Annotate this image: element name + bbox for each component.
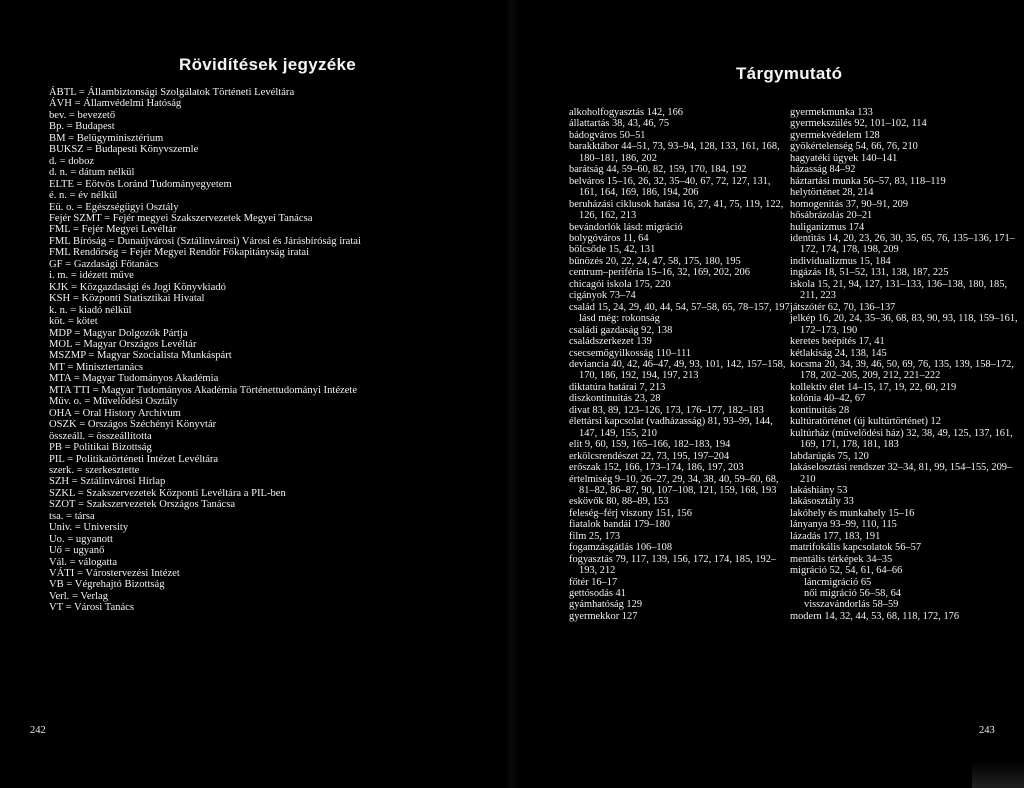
abbreviation-list (49, 87, 509, 614)
abbreviation-entry: Univ. = University (49, 522, 129, 534)
abbreviation-entry: é. n. = év nélkül (49, 190, 118, 202)
abbreviation-entry: PB = Politikai Bizottság (49, 442, 152, 454)
abbreviation-entry: PIL = Politikatörténeti Intézet Levéltára (49, 453, 219, 465)
index-entry: női migráció 56–58, 64 (804, 588, 901, 600)
page-number-left: 242 (30, 725, 46, 736)
index-entry: alkoholfogyasztás 142, 166 (569, 107, 683, 118)
index-entry: fogyasztás 79, 117, 139, 156, 172, 174, 185, 192–193, 212 (569, 553, 777, 577)
index-entry: film 25, 173 (569, 530, 621, 542)
index-entry: jelkép 16, 20, 24, 35–36, 68, 83, 90, 93, 118, 159–161, 172–173, 190 (790, 313, 1018, 336)
index-entry: házasság 84–92 (790, 164, 856, 176)
abbreviation-entry: d. n. = dátum nélkül (49, 167, 135, 179)
index-entry: divat 83, 89, 123–126, 173, 176–177, 182–183 (569, 404, 764, 416)
abbreviation-entry: MOL = Magyar Országos Levéltár (49, 338, 197, 350)
abbreviation-entry: FML Bíróság = Dunaújvárosi (Sztálinvárosi) Városi és Járásbíróság iratai (49, 235, 361, 247)
abbreviation-entry: szerk. = szerkesztette (49, 464, 140, 476)
index-entry: migráció 52, 54, 61, 64–66 (790, 565, 903, 577)
index-entry: modern 14, 32, 44, 53, 68, 118, 172, 176 (790, 610, 960, 622)
index-entry: lányanya 93–99, 110, 115 (790, 519, 897, 531)
index-entry: erkölcsrendészet 22, 73, 195, 197–204 (569, 450, 730, 462)
index-entry: cigányok 73–74 (569, 290, 636, 302)
index-entry: kollektív élet 14–15, 17, 19, 22, 60, 219 (790, 381, 957, 393)
index-entry: homogenitás 37, 90–91, 209 (790, 198, 909, 210)
index-entry: állattartás 38, 43, 46, 75 (569, 118, 670, 130)
index-entry: főtér 16–17 (569, 576, 618, 588)
index-entry: bolygóváros 11, 64 (569, 232, 649, 244)
index-entry: lakáshiány 53 (790, 484, 848, 496)
index-entry: matrifokális kapcsolatok 56–57 (790, 542, 922, 554)
index-entry: gyámhatóság 129 (569, 599, 643, 611)
abbreviation-entry: MSZMP = Magyar Szocialista Munkáspárt (49, 350, 232, 362)
index-entry: csecsemőgyilkosság 110–111 (569, 347, 692, 359)
index-entry: centrum–periféria 15–16, 32, 169, 202, 206 (569, 267, 750, 279)
index-entry: diszkontinuitás 23, 28 (569, 393, 661, 405)
index-entry: bölcsőde 15, 42, 131 (569, 244, 656, 256)
index-entry: mentális térképek 34–35 (790, 553, 893, 565)
index-entry: ingázás 18, 51–52, 131, 138, 187, 225 (790, 267, 949, 279)
index-entry: labdarúgás 75, 120 (790, 450, 869, 462)
abbreviation-entry: ELTE = Eötvös Loránd Tudományegyetem (49, 178, 232, 190)
abbreviation-entry: Uő = ugyanő (49, 545, 105, 557)
index-entry: gyermekmunka 133 (790, 107, 873, 118)
abbreviation-entry: bev. = bevezető (49, 109, 116, 121)
abbreviation-entry: KSH = Központi Statisztikai Hivatal (49, 293, 205, 305)
abbreviation-entry: összeáll. = összeállította (49, 430, 152, 442)
abbreviation-entry: OHA = Oral History Archívum (49, 407, 181, 419)
index-entry: bevándorlók lásd: migráció (569, 221, 683, 233)
index-entry: gyermekkor 127 (569, 610, 638, 622)
abbreviation-entry: KJK = Közgazdasági és Jogi Könyvkiadó (49, 281, 226, 293)
abbreviation-entry: d. = doboz (49, 155, 95, 167)
page-corner-shadow (972, 762, 1024, 788)
abbreviation-entry: FML Rendőrség = Fejér Megyei Rendőr Főkapitányság iratai (49, 247, 310, 259)
index-entry: élettársi kapcsolat (vadházasság) 81, 93–99, 144, 147, 149, 155, 210 (569, 416, 773, 439)
index-entry: elit 9, 60, 159, 165–166, 182–183, 194 (569, 439, 731, 451)
index-entry: erőszak 152, 166, 173–174, 186, 197, 203 (569, 462, 744, 474)
abbreviation-entry: köt. = kötet (49, 316, 98, 328)
index-entry: barátság 44, 59–60, 82, 159, 170, 184, 192 (569, 164, 747, 176)
page-number-right: 243 (979, 725, 995, 736)
index-entry: feleség–férj viszony 151, 156 (569, 507, 692, 519)
abbreviation-entry: tsa. = társa (49, 510, 95, 522)
index-entry: családszerkezet 139 (569, 336, 652, 348)
abbreviation-entry: Uo. = ugyanott (49, 533, 113, 545)
abbreviation-entry: SZKL = Szakszervezetek Központi Levéltára a PIL-ben (49, 487, 286, 499)
index-entry: identitás 14, 20, 23, 26, 30, 35, 65, 76, 135–136, 171–172, 174, 178, 198, 209 (790, 232, 1015, 256)
abbreviation-entry: MDP = Magyar Dolgozók Pártja (49, 327, 188, 339)
abbreviation-entry: VT = Városi Tanács (49, 602, 134, 614)
abbreviation-entry: MTA = Magyar Tudományos Akadémia (49, 373, 219, 385)
abbreviation-entry: MT = Minisztertanács (49, 361, 144, 373)
index-entry: kultúratörténet (új kultúrtörténet) 12 (790, 416, 941, 428)
abbreviation-entry: i. m. = idézett műve (49, 270, 134, 282)
right-page (512, 0, 1024, 788)
index-entry: lázadás 177, 183, 191 (790, 530, 881, 542)
index-entry: kontinuitás 28 (790, 404, 850, 416)
index-entry: fiatalok bandái 179–180 (569, 519, 670, 531)
index-entry: huliganizmus 174 (790, 221, 865, 233)
index-entry: háztartási munka 56–57, 83, 118–119 (790, 175, 946, 187)
abbreviation-entry: Műv. o. = Művelődési Osztály (49, 396, 178, 408)
abbreviation-entry: BUKSZ = Budapesti Könyvszemle (49, 144, 199, 156)
index-entry: barakktábor 44–51, 73, 93–94, 128, 133, 161, 168, 180–181, 186, 202 (569, 141, 780, 164)
index-entry: chicagói iskola 175, 220 (569, 278, 671, 290)
page-title-abbreviations: Rövidítések jegyzéke (179, 55, 357, 74)
index-column-1 (569, 107, 791, 622)
index-entry: láncmigráció 65 (804, 576, 872, 588)
abbreviation-entry: Vál. = válogatta (49, 556, 118, 568)
abbreviation-entry: SZOT = Szakszervezetek Országos Tanácsa (49, 499, 236, 511)
abbreviation-entry: MTA TTI = Magyar Tudományos Akadémia Történettudományi Intézete (49, 384, 358, 396)
index-entry: beruházási ciklusok hatása 16, 27, 41, 75, 119, 122, 126, 162, 213 (569, 198, 784, 222)
abbreviation-entry: ÁBTL = Állambiztonsági Szolgálatok Történeti Levéltára (49, 87, 295, 98)
abbreviation-entry: OSZK = Országos Széchényi Könyvtár (49, 419, 217, 431)
index-entry: eskövők 80, 88–89, 153 (569, 496, 669, 508)
abbreviation-entry: BM = Belügyminisztérium (49, 132, 164, 144)
index-entry: fogamzásgátlás 106–108 (569, 542, 673, 554)
index-entry: gyökértelenség 54, 66, 76, 210 (790, 141, 918, 153)
index-entry: visszavándorlás 58–59 (804, 599, 899, 611)
index-entry: kolónia 40–42, 67 (790, 393, 866, 405)
index-entry: lakóhely és munkahely 15–16 (790, 507, 915, 519)
index-column-2 (790, 107, 1020, 622)
index-entry: kétlakiság 24, 138, 145 (790, 347, 887, 359)
index-entry: hagyatéki ügyek 140–141 (790, 152, 898, 164)
index-entry: kocsma 20, 34, 39, 46, 50, 69, 76, 135, 139, 158–172, 178, 202–205, 209, 212, 221–222 (790, 358, 1014, 382)
index-entry: hősábrázolás 20–21 (790, 210, 873, 222)
abbreviation-entry: Eü. o. = Egészségügyi Osztály (49, 201, 179, 213)
abbreviation-entry: Bp. = Budapest (49, 121, 115, 133)
index-entry: család 15, 24, 29, 40, 44, 54, 57–58, 65, 78–157, 197 lásd még: rokonság (569, 301, 790, 325)
index-entry: lakáselosztási rendszer 32–34, 81, 99, 154–155, 209–210 (790, 462, 1013, 485)
index-entry: diktatúra határai 7, 213 (569, 381, 666, 393)
index-entry: iskola 15, 21, 94, 127, 131–133, 136–138, 180, 185, 211, 223 (790, 278, 1008, 302)
abbreviation-entry: Verl. = Verlag (49, 590, 109, 602)
index-entry: deviancia 40, 42, 46–47, 49, 93, 101, 142, 157–158, 170, 186, 192, 194, 197, 213 (569, 358, 786, 382)
abbreviation-entry: SZH = Sztálinvárosi Hírlap (49, 476, 166, 488)
abbreviation-entry: VB = Végrehajtó Bizottság (49, 579, 165, 591)
index-entry: lakásosztály 33 (790, 496, 854, 508)
index-entry: értelmiség 9–10, 26–27, 29, 34, 38, 40, 59–60, 68, 81–82, 86–87, 90, 107–108, 121, 159, 168, 193 (569, 473, 779, 496)
index-entry: helytörténet 28, 214 (790, 187, 874, 199)
index-entry: keretes beépítés 17, 41 (790, 336, 885, 348)
index-entry: belváros 15–16, 26, 32, 35–40, 67, 72, 127, 131, 161, 164, 169, 186, 194, 206 (569, 175, 771, 199)
abbreviation-entry: VÁTI = Várostervezési Intézet (49, 568, 180, 580)
index-entry: gyermekvédelem 128 (790, 129, 880, 141)
abbreviation-entry: FML = Fejér Megyei Levéltár (49, 224, 177, 236)
index-entry: bádogváros 50–51 (569, 129, 646, 141)
page-title-index: Tárgymutató (736, 64, 843, 83)
index-entry: bűnözés 20, 22, 24, 47, 58, 175, 180, 195 (569, 255, 741, 267)
index-entry: kultúrház (művelődési ház) 32, 38, 49, 125, 137, 161, 169, 171, 178, 181, 183 (790, 427, 1013, 451)
abbreviation-entry: ÁVH = Államvédelmi Hatóság (49, 98, 182, 110)
index-entry: játszótér 62, 70, 136–137 (790, 301, 896, 313)
abbreviation-entry: GF = Gazdasági Főtanács (49, 258, 159, 270)
index-entry: gyermekszülés 92, 101–102, 114 (790, 118, 927, 130)
abbreviation-entry: Fejér SZMT = Fejér megyei Szakszervezetek Megyei Tanácsa (49, 212, 313, 224)
index-entry: gettósodás 41 (569, 588, 626, 600)
index-entry: individualizmus 15, 184 (790, 255, 891, 267)
index-entry: családi gazdaság 92, 138 (569, 324, 673, 336)
abbreviation-entry: k. n. = kiadó nélkül (49, 304, 132, 316)
